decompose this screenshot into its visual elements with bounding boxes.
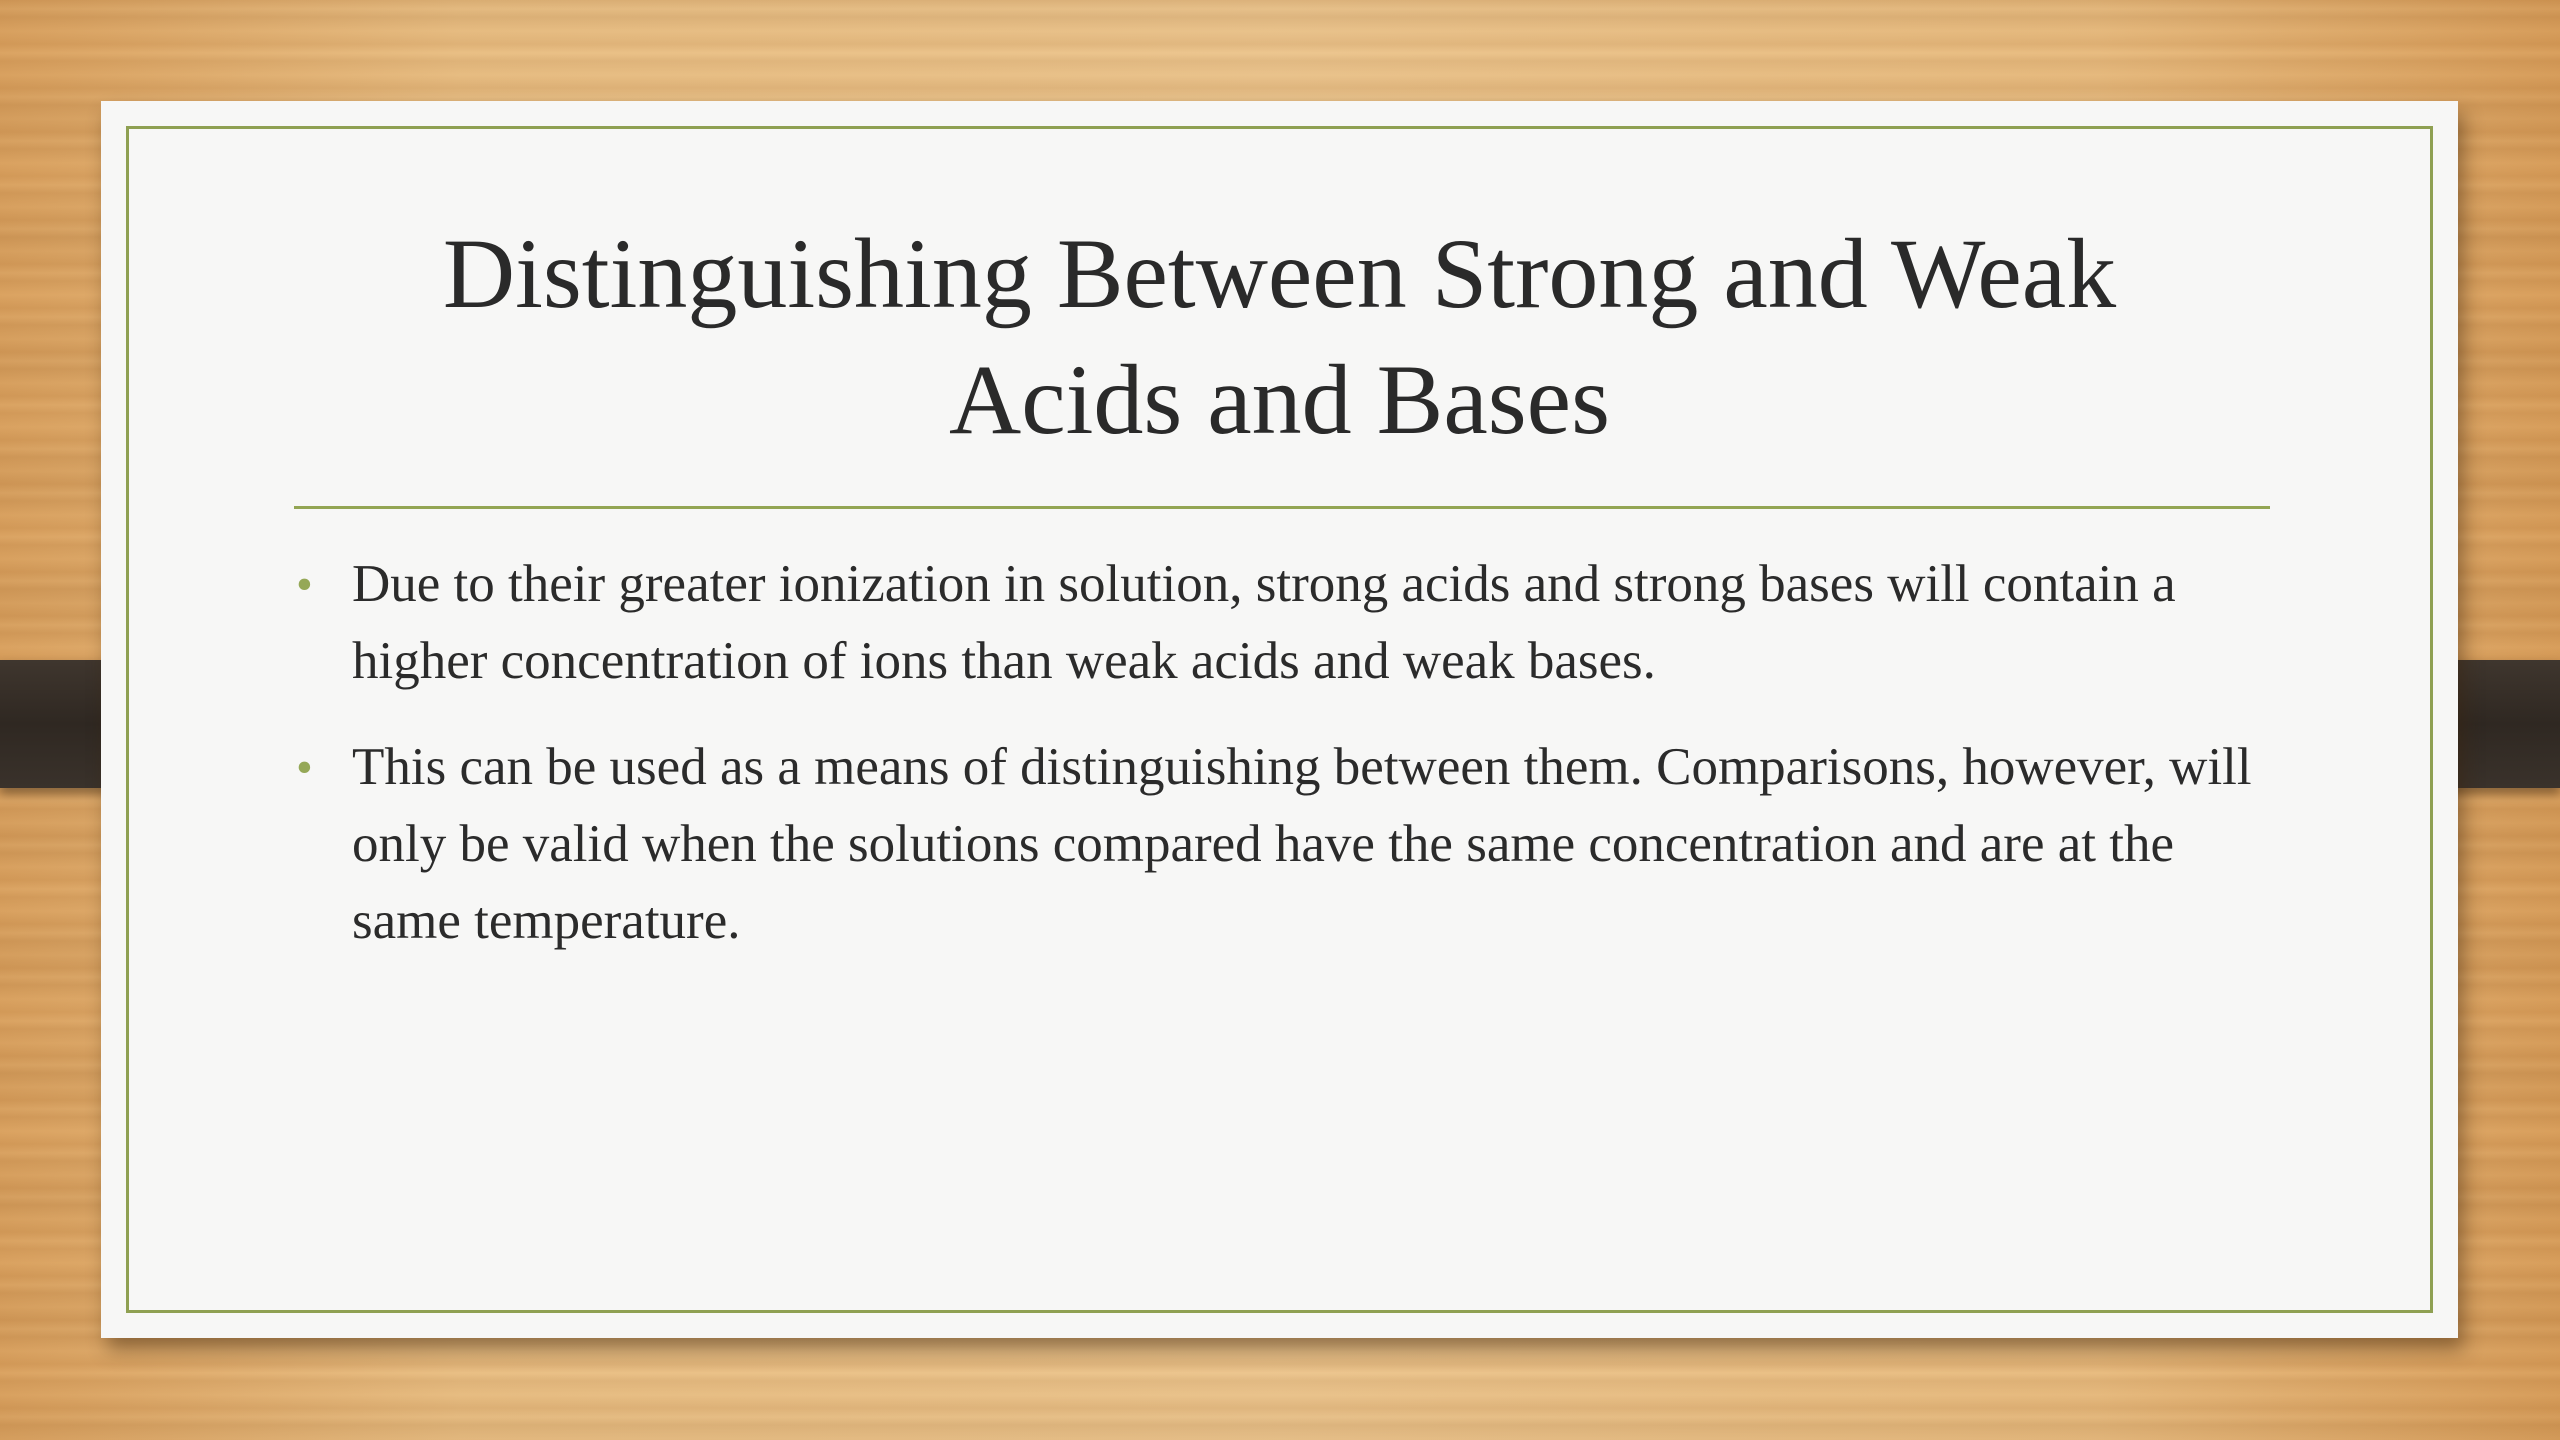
- slide-title-line-1: Distinguishing Between Strong and Weak: [442, 218, 2117, 329]
- bullet-list: [296, 546, 2286, 989]
- slide: [101, 101, 2458, 1338]
- bullet-dot-icon: •: [296, 558, 313, 611]
- bullet-item-2: [296, 729, 2286, 960]
- slide-title: [301, 211, 2258, 463]
- bullet-text-2: This can be used as a means of distinguishing between them. Comparisons, however, will only be valid when the solutions compared have the same concentration and are at the same temperature.: [352, 738, 2252, 950]
- bullet-text-1: Due to their greater ionization in solution, strong acids and strong bases will contain a higher concentration of ions than weak acids and weak bases.: [352, 555, 2176, 690]
- bullet-dot-icon: •: [296, 741, 313, 794]
- title-divider: [294, 506, 2270, 509]
- bullet-item-1: [296, 546, 2286, 700]
- slide-title-line-2: Acids and Bases: [949, 344, 1610, 455]
